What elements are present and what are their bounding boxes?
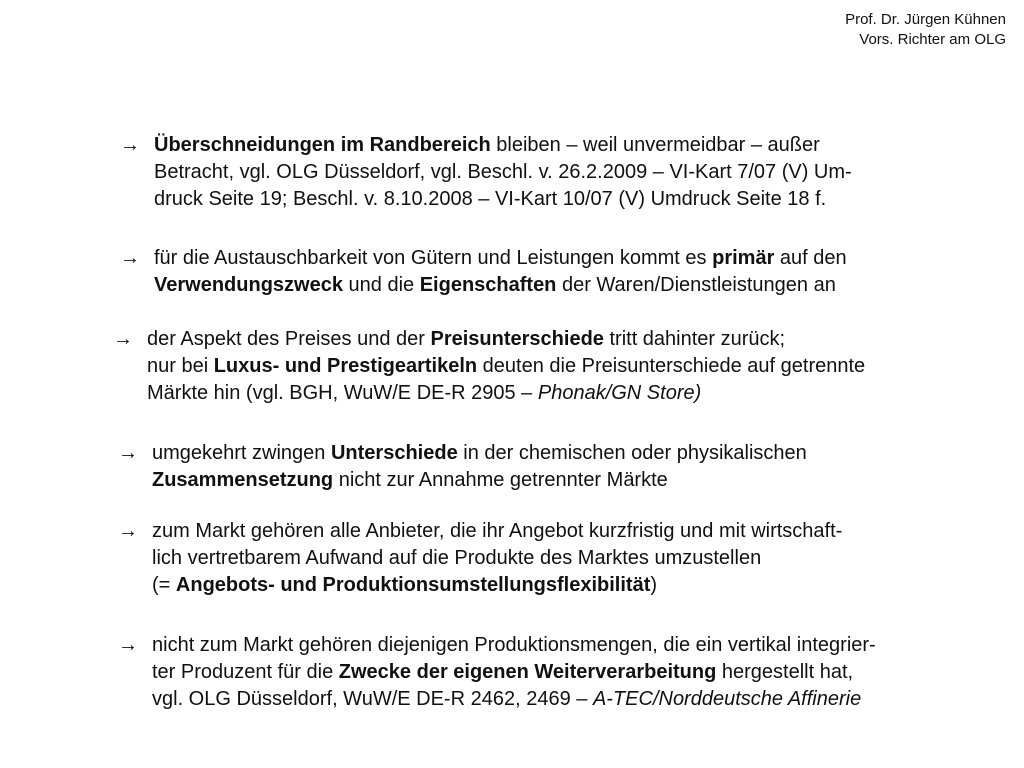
emphasis-text: Überschneidungen im Randbereich bbox=[154, 134, 491, 156]
section-line bbox=[118, 632, 876, 659]
body-text: in der chemischen oder physikalischen bbox=[457, 442, 807, 464]
body-text: der Waren/Dienstleistungen an bbox=[556, 274, 836, 296]
emphasis-text: Zusammensetzung bbox=[152, 469, 334, 491]
emphasis-text: Eigenschaften bbox=[419, 274, 557, 296]
section-line bbox=[118, 467, 807, 494]
case-name-text: A-TEC/Norddeutsche Affinerie bbox=[592, 688, 862, 710]
section-line bbox=[120, 186, 852, 213]
body-text: ter Produzent für die bbox=[152, 661, 339, 683]
emphasis-text: Unterschiede bbox=[330, 442, 458, 464]
emphasis-text: Verwendungszweck bbox=[154, 274, 343, 296]
section-line bbox=[120, 132, 852, 159]
body-text: hergestellt hat, bbox=[716, 661, 854, 683]
section-line bbox=[118, 518, 842, 545]
section-line bbox=[118, 545, 842, 572]
section-line bbox=[118, 686, 876, 713]
body-text: bleiben – weil unvermeidbar – außer bbox=[490, 134, 820, 156]
body-text: vgl. OLG Düsseldorf, WuW/E DE-R 2462, 2469 – bbox=[152, 688, 593, 710]
body-text: Märkte hin (vgl. BGH, WuW/E DE-R 2905 – bbox=[147, 382, 538, 404]
section-4 bbox=[118, 440, 807, 494]
section-line bbox=[120, 272, 847, 299]
case-name-text: Phonak/GN Store) bbox=[537, 382, 702, 404]
section-line bbox=[113, 380, 865, 407]
body-text: Betracht, vgl. OLG Düsseldorf, vgl. Beschl. v. 26.2.2009 – VI-Kart 7/07 (V) Um- bbox=[154, 161, 852, 183]
section-1 bbox=[120, 132, 852, 213]
section-line bbox=[118, 572, 842, 599]
section-6 bbox=[118, 632, 876, 713]
section-3 bbox=[113, 326, 865, 407]
body-text: für die Austauschbarkeit von Gütern und Leistungen kommt es bbox=[154, 247, 713, 269]
body-text: nur bei bbox=[147, 355, 214, 377]
emphasis-text: Preisunterschiede bbox=[430, 328, 604, 350]
emphasis-text: Zwecke der eigenen Weiterverarbeitung bbox=[338, 661, 717, 683]
section-2 bbox=[120, 245, 847, 299]
body-text: auf den bbox=[774, 247, 847, 269]
body-text: ) bbox=[650, 574, 658, 596]
author-name: Prof. Dr. Jürgen Kühnen bbox=[845, 11, 1006, 28]
body-text: druck Seite 19; Beschl. v. 8.10.2008 – VI-Kart 10/07 (V) Umdruck Seite 18 f. bbox=[154, 188, 827, 210]
emphasis-text: primär bbox=[712, 247, 775, 269]
arrow-icon: → bbox=[118, 634, 138, 656]
body-text: nicht zur Annahme getrennter Märkte bbox=[333, 469, 668, 491]
author-header bbox=[845, 10, 1006, 50]
section-line bbox=[113, 326, 865, 353]
body-text: nicht zum Markt gehören diejenigen Produktionsmengen, die ein vertikal integrier- bbox=[152, 634, 876, 656]
arrow-icon: → bbox=[120, 134, 140, 156]
body-text: zum Markt gehören alle Anbieter, die ihr Angebot kurzfristig und mit wirtschaft- bbox=[152, 520, 843, 542]
body-text: lich vertretbarem Aufwand auf die Produkte des Marktes umzustellen bbox=[152, 547, 762, 569]
body-text: umgekehrt zwingen bbox=[152, 442, 331, 464]
emphasis-text: Angebots- und Produktionsumstellungsflexibilität bbox=[175, 574, 651, 596]
section-line bbox=[118, 440, 807, 467]
arrow-icon: → bbox=[118, 442, 138, 464]
body-text: der Aspekt des Preises und der bbox=[147, 328, 431, 350]
author-title: Vors. Richter am OLG bbox=[859, 31, 1006, 48]
body-text: tritt dahinter zurück; bbox=[603, 328, 786, 350]
section-5 bbox=[118, 518, 842, 599]
arrow-icon: → bbox=[113, 328, 133, 350]
body-text: und die bbox=[342, 274, 420, 296]
arrow-icon: → bbox=[118, 520, 138, 542]
section-line bbox=[120, 159, 852, 186]
section-line bbox=[118, 659, 876, 686]
body-text: deuten die Preisunterschiede auf getrennte bbox=[477, 355, 866, 377]
section-line bbox=[113, 353, 865, 380]
emphasis-text: Luxus- und Prestigeartikeln bbox=[213, 355, 478, 377]
body-text: (= bbox=[152, 574, 176, 596]
arrow-icon: → bbox=[120, 247, 140, 269]
section-line bbox=[120, 245, 847, 272]
